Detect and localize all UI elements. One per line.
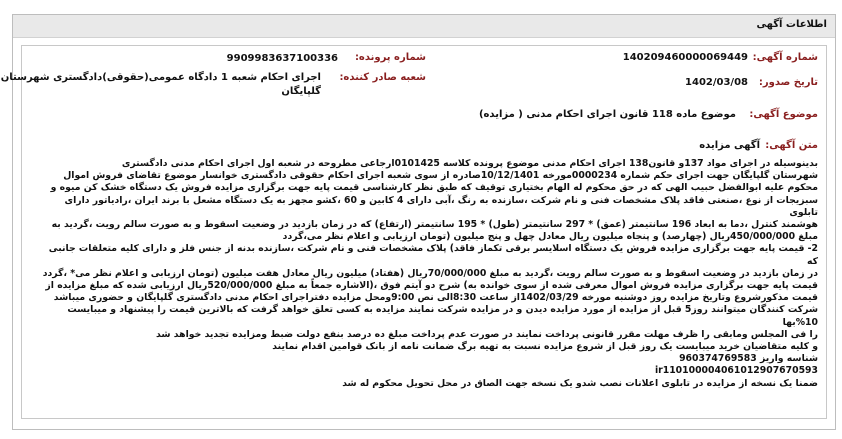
file-number-value: 9909983637100336 (226, 53, 338, 64)
text-label: متن آگهی: (765, 140, 818, 151)
body-line: ir110100004061012907670593 (654, 365, 818, 377)
subject-value: موضوع ماده 118 قانون اجرای احکام مدنی ( مزایده) (478, 109, 736, 120)
body-line: ضمنا یک نسخه از مزایده در تابلوی اعلانات نصب شدو یک نسخه جهت الصاق در محل تحویل محکوم له شد (342, 377, 818, 389)
body-line: شهرستان گلپایگان جهت اجرای حکم شماره 0000234مورخه 10/12/1401صادره از سوی شعبه اجرای احکام حقوقی دادگستری خوانسار موضوع تقاضای فروش اموال (63, 170, 818, 182)
ad-panel (0, 14, 836, 430)
file-number-label: شماره پرونده: (354, 52, 426, 63)
issuing-branch-line2: گلپایگان (281, 86, 321, 97)
body-line: را فی المجلس ومابقی را ظرف مهلت مقرر قانونی پرداخت نمایند در صورت عدم پرداخت مبلغ ده درصد بنفع دولت ضبط ومزایده تجدید خواهد شد (156, 328, 818, 340)
body-line: محکوم علیه ابوالفضل حبیب الهی که در حق محکوم له الهام بختیاری توقیف که طبق نظر کارشناسی قیمت پایه جهت برگزاری مزایده فروش یک دستگاه خشک کن میوه و (50, 182, 818, 194)
issue-date-value: 1402/03/08 (685, 77, 748, 88)
panel-title: اطلاعات آگهی (756, 19, 827, 30)
issuing-branch-line1: اجرای احکام شعبه 1 دادگاه عمومی(حقوقی)دادگستری شهرستان (0, 72, 321, 83)
issue-date-label: تاریخ صدور: (758, 77, 818, 88)
body-line: قیمت مذکورشروع وتاریخ مزایده روز دوشنبه مورخه 1402/03/29از ساعت 8:30الی نص 9:00ومحل مزایده دفتراجرای احکام مدنی دادگستری گلپایگان و حضوری میباشد (53, 292, 818, 304)
body-line: 2- قیمت پایه جهت برگزاری مزایده فروش یک دستگاه اسلایسر برقی تکماز فاقد) پلاک مشخصات فنی و نام شرکت ،سازنده بدنه از جنس فلز و دارای کلیه متعلقات جانبی که (48, 243, 818, 267)
subject-label: موضوع آگهی: (749, 109, 818, 120)
text-heading: آگهی مزایده (699, 140, 760, 151)
body-line: در زمان بازدید در وضعیت اسقوط و به صورت سالم رویت ،گردید به مبلغ 70/000/000ریال (هفتاد) میلیون ریال معادل هفت میلیون (تومان ارزیابی و اعلام نظر می* ،گردد (42, 267, 818, 279)
body-line: قیمت پایه جهت برگزاری مزایده فروش اموال معرفی شده از سوی خوانده به) شرح دو آیتم فوق ،(الاشاره جمعاً به مبلغ 520/000/000ریال ارزیابی شده که مبلغ مزایده از (45, 280, 818, 292)
ad-details (0, 45, 827, 419)
body-line: شرکت کنندگان میتوانند روز5 قبل از مزایده از مورد مزایده دیدن و در مزایده شرکت نمایند مزایده به کسی تعلق خواهد گرفت که بالاترین قیمت را پیشنهاد و میبایست 10%بها (67, 304, 818, 328)
issuing-branch-label: شعبه صادر کننده: (339, 72, 426, 83)
body-line: بدینوسیله در اجرای مواد 137و قانون138 اجرای احکام مدنی موضوع پرونده کلاسه 0101425ارجاعی مطروحه در شعبه اول اجرای احکام مدنی دادگستری (121, 158, 818, 169)
ad-number-label: شماره آگهی: (752, 52, 818, 63)
body-line: هوشمند کنترل ،دما به ابعاد 196 سانتیمتر (عمق) * 297 سانتیمتر (طول) * 195 سانتیمتر (ارتفاع) که در زمان بازدید در وضعیت اسقوط و به صورت سالم رویت ،گردید به (51, 219, 818, 231)
body-line: سبزیجات از نوع ،صنعتی فاقد پلاک مشخصات فنی و نام شرکت ،سازنده به رنگ ،آبی دارای 4 کابین و 60 ،کشو مجهز به یک دستگاه مشعل با برند ایران ،رادیاتور دارای تابلوی (64, 194, 818, 218)
body-line: شناسه واریز 960374769583 (679, 353, 818, 365)
ad-body (38, 158, 818, 390)
panel-header (13, 15, 835, 38)
body-line: مبلغ 450/000/000ریال (چهارصد) و پنجاه میلیون ریال معادل چهل و پنج میلیون (تومان ارزیابی و اعلام نظر می،گردد (282, 231, 818, 243)
ad-number-value: 140209460000069449 (622, 52, 748, 63)
body-line: و کلیه متقاضیان خرید میبایست یک روز قبل از شروع مزایده نسبت به تهیه برگ ضمانت نامه از بانک قوامین اقدام نمایند (272, 341, 818, 353)
